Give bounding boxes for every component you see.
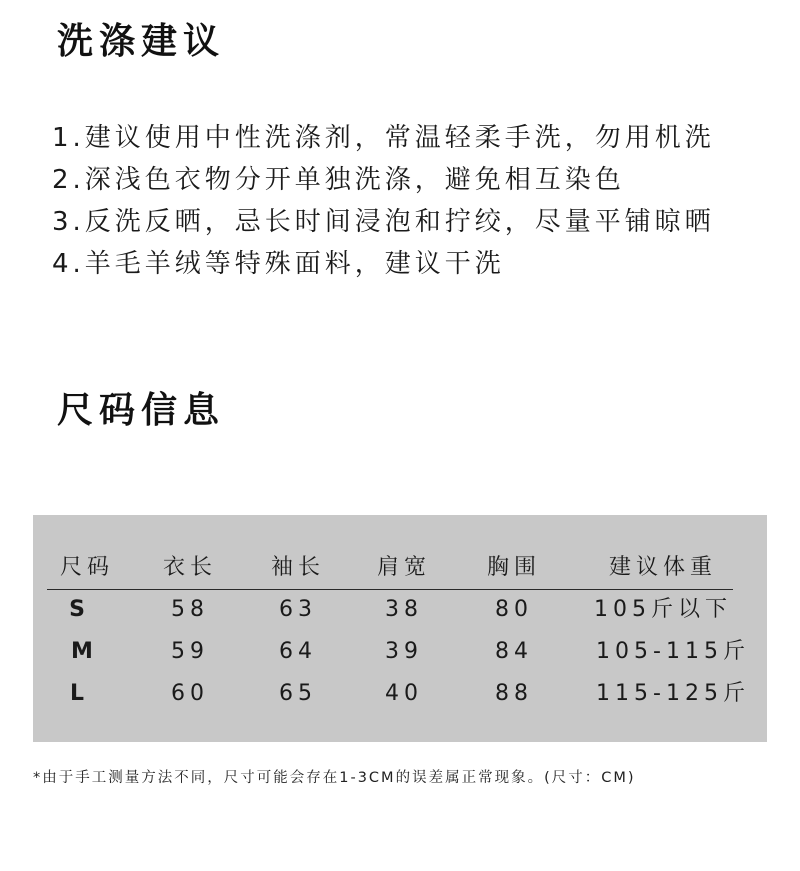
size-title: 尺码信息 (57, 390, 226, 431)
size-label: S (69, 597, 85, 622)
weight-value: 105-115斤 (596, 639, 750, 664)
column-header-size: 尺码 (59, 555, 114, 580)
column-header-weight: 建议体重 (608, 555, 717, 580)
wash-instructions-list (52, 117, 715, 285)
wash-instruction-item: 3.反洗反晒，忌长时间浸泡和拧绞，尽量平铺晾晒 (52, 207, 715, 237)
column-header-sleeve: 袖长 (270, 555, 325, 580)
chest-value: 88 (495, 681, 533, 706)
wash-title: 洗涤建议 (57, 21, 226, 62)
column-header-chest: 胸围 (486, 555, 541, 580)
column-header-length: 衣长 (162, 555, 217, 580)
wash-instruction-item: 2.深浅色衣物分开单独洗涤，避免相互染色 (52, 165, 625, 195)
weight-value: 115-125斤 (596, 681, 750, 706)
column-header-shoulder: 肩宽 (376, 555, 431, 580)
shoulder-value: 39 (385, 639, 423, 664)
size-table (33, 515, 767, 742)
size-table-panel (33, 515, 767, 742)
length-value: 59 (171, 639, 209, 664)
length-value: 58 (171, 597, 209, 622)
sleeve-value: 65 (279, 681, 317, 706)
wash-instruction-item: 1.建议使用中性洗涤剂，常温轻柔手洗，勿用机洗 (52, 123, 715, 153)
weight-value: 105斤以下 (594, 597, 732, 622)
sleeve-value: 64 (279, 639, 317, 664)
wash-instruction-item: 4.羊毛羊绒等特殊面料，建议干洗 (52, 249, 505, 279)
sleeve-value: 63 (279, 597, 317, 622)
size-label: L (69, 681, 85, 706)
measurement-footnote: *由于手工测量方法不同，尺寸可能会存在1-3CM的误差属正常现象。(尺寸：CM) (33, 770, 636, 786)
shoulder-value: 38 (385, 597, 423, 622)
header-divider (47, 589, 733, 590)
shoulder-value: 40 (385, 681, 423, 706)
length-value: 60 (171, 681, 209, 706)
size-label: M (71, 639, 93, 664)
chest-value: 80 (495, 597, 533, 622)
chest-value: 84 (495, 639, 533, 664)
